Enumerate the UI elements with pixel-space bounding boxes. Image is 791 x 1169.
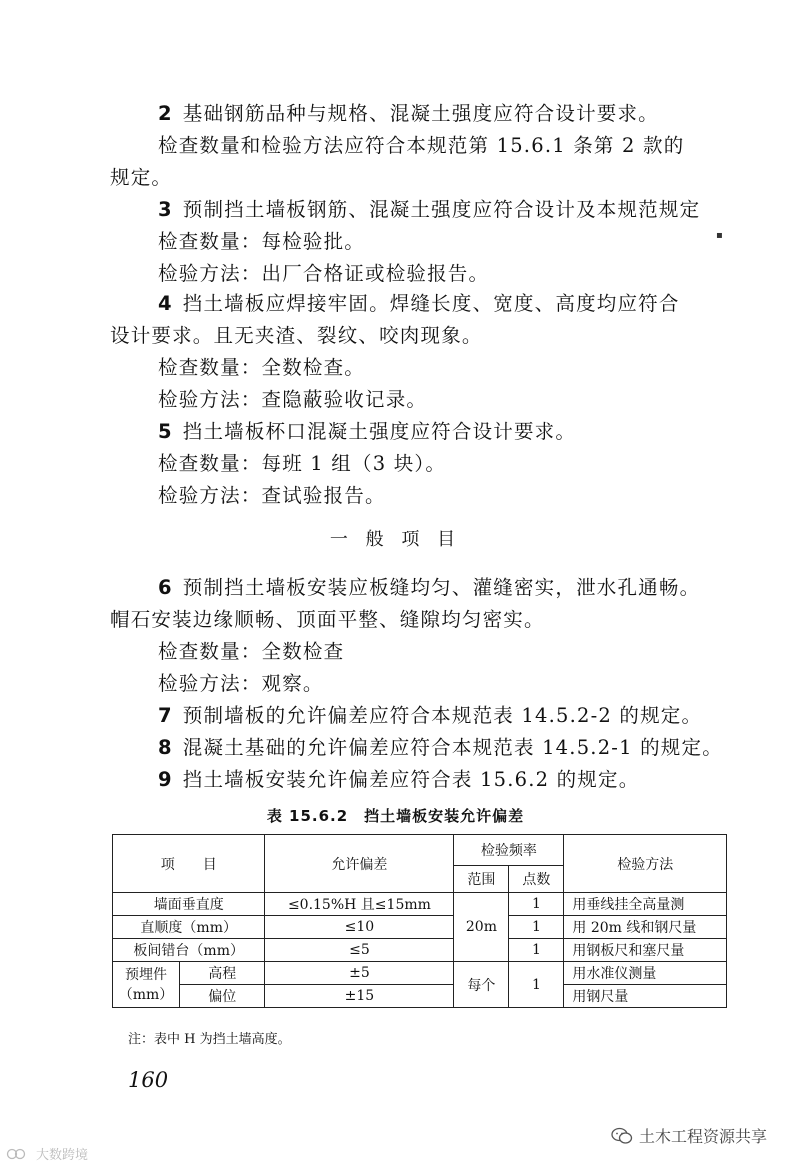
watermark-brand: [6, 1144, 88, 1163]
paragraph-text: 帽石安装边缘顺畅、顶面平整、缝隙均匀密实。: [110, 608, 545, 631]
row-tolerance: ≤0.15%H 且≤15mm: [265, 893, 454, 916]
header-tolerance: 允许偏差: [265, 835, 454, 893]
paragraph-text: 规定。: [110, 166, 173, 189]
watermark-wechat: [611, 1124, 767, 1147]
paragraph-text: 混凝土基础的允许偏差应符合本规范表 14.5.2-1 的规定。: [182, 736, 723, 759]
row-method: 用 20m 线和钢尺量: [564, 916, 727, 939]
section-heading: 一 般 项 目: [329, 529, 462, 550]
table-row: [113, 962, 727, 985]
paragraph-line: [158, 450, 446, 478]
table-row: [113, 985, 727, 1008]
watermark-text: 土木工程资源共享: [638, 1127, 767, 1146]
item-number: 3: [158, 198, 173, 221]
item-number: 7: [158, 704, 173, 727]
paragraph-item-4: [158, 290, 680, 318]
item-number: 8: [158, 736, 173, 759]
item-number: 6: [158, 576, 173, 599]
paragraph-text: 检查数量：全数检查: [158, 640, 345, 663]
paragraph-text: 挡土墙板安装允许偏差应符合表 15.6.2 的规定。: [182, 768, 640, 791]
row-item: 直顺度（mm）: [113, 916, 265, 939]
group-unit: （mm）: [118, 986, 174, 1003]
paragraph-text: 检验方法：观察。: [158, 672, 324, 695]
paragraph-line: [158, 386, 427, 414]
header-item: 项 目: [113, 835, 265, 893]
paragraph-item-2: [158, 100, 659, 128]
row-points: 1: [509, 916, 564, 939]
paragraph-text: 检查数量和检验方法应符合本规范第 15.6.1 条第 2 款的: [158, 134, 685, 157]
table-row: [113, 893, 727, 916]
paragraph-text: 检验方法：出厂合格证或检验报告。: [158, 262, 490, 285]
item-number: 2: [158, 102, 173, 125]
row-tolerance: ≤10: [265, 916, 454, 939]
page-number: 160: [128, 1068, 169, 1092]
header-frequency: 检验频率: [454, 835, 564, 866]
paragraph-item-7: [158, 702, 702, 730]
table-row: [113, 916, 727, 939]
paragraph-text: 挡土墙板应焊接牢固。焊缝长度、宽度、高度均应符合: [182, 292, 680, 315]
item-number: 4: [158, 292, 173, 315]
row-method: 用钢尺量: [564, 985, 727, 1008]
row-tolerance: ±15: [265, 985, 454, 1008]
paragraph-text: 预制挡土墙板钢筋、混凝土强度应符合设计及本规范规定: [182, 198, 701, 221]
paragraph-text: 检验方法：查隐蔽验收记录。: [158, 388, 428, 411]
row-points: 1: [509, 893, 564, 916]
paragraph-text: 检查数量：全数检查。: [158, 356, 366, 379]
table-row: [113, 939, 727, 962]
header-method: 检验方法: [564, 835, 727, 893]
paragraph-text: 预制挡土墙板安装应板缝均匀、灌缝密实，泄水孔通畅。: [182, 576, 701, 599]
paragraph-item-3: [158, 196, 700, 224]
row-tolerance: ≤5: [265, 939, 454, 962]
print-mark: ▪: [716, 230, 723, 241]
row-range: 每个: [454, 962, 509, 1008]
row-method: 用钢板尺和塞尺量: [564, 939, 727, 962]
row-subitem: 高程: [180, 962, 265, 985]
row-points: 1: [509, 962, 564, 1008]
brand-logo-icon: [6, 1147, 32, 1161]
row-subitem: 偏位: [180, 985, 265, 1008]
table-header-row: [113, 835, 727, 866]
item-number: 5: [158, 420, 173, 443]
paragraph-line: [158, 482, 386, 510]
paragraph-text: 设计要求。且无夹渣、裂纹、咬肉现象。: [110, 324, 483, 347]
paragraph-text: 检验方法：查试验报告。: [158, 484, 386, 507]
wechat-icon: [611, 1127, 633, 1145]
paragraph-text: 挡土墙板杯口混凝土强度应符合设计要求。: [182, 420, 577, 443]
table-caption: 表 15.6.2 挡土墙板安装允许偏差: [266, 807, 525, 825]
paragraph-item-6: [158, 574, 700, 602]
watermark-text: 大数跨境: [36, 1148, 89, 1163]
paragraph-line: [158, 260, 489, 288]
tolerance-table: [112, 834, 727, 1008]
row-points: 1: [509, 939, 564, 962]
header-range: 范围: [454, 866, 509, 893]
paragraph-item-5: [158, 418, 576, 446]
paragraph-line: [110, 322, 483, 350]
row-item: 墙面垂直度: [113, 893, 265, 916]
paragraph-text: 检查数量：每检验批。: [158, 230, 366, 253]
header-points: 点数: [509, 866, 564, 893]
table-note: 注：表中 H 为挡土墙高度。: [128, 1032, 291, 1047]
paragraph-line: [158, 638, 344, 666]
row-item: 板间错台（mm）: [113, 939, 265, 962]
paragraph-line: [110, 164, 172, 192]
paragraph-text: 预制墙板的允许偏差应符合本规范表 14.5.2-2 的规定。: [182, 704, 703, 727]
paragraph-item-9: [158, 766, 639, 794]
row-range: 20m: [454, 893, 509, 962]
paragraph-item-8: [158, 734, 723, 762]
item-number: 9: [158, 768, 173, 791]
row-tolerance: ±5: [265, 962, 454, 985]
paragraph-line: [158, 354, 365, 382]
paragraph-text: 检查数量：每班 1 组（3 块）。: [158, 452, 447, 475]
paragraph-line: [110, 606, 545, 634]
paragraph-line: [158, 670, 324, 698]
row-method: 用水准仪测量: [564, 962, 727, 985]
group-label: 预埋件: [125, 966, 167, 983]
paragraph-line: [158, 228, 365, 256]
paragraph-line: [158, 132, 684, 160]
row-method: 用垂线挂全高量测: [564, 893, 727, 916]
paragraph-text: 基础钢筋品种与规格、混凝土强度应符合设计要求。: [182, 102, 659, 125]
row-group-embedded: [113, 962, 180, 1008]
